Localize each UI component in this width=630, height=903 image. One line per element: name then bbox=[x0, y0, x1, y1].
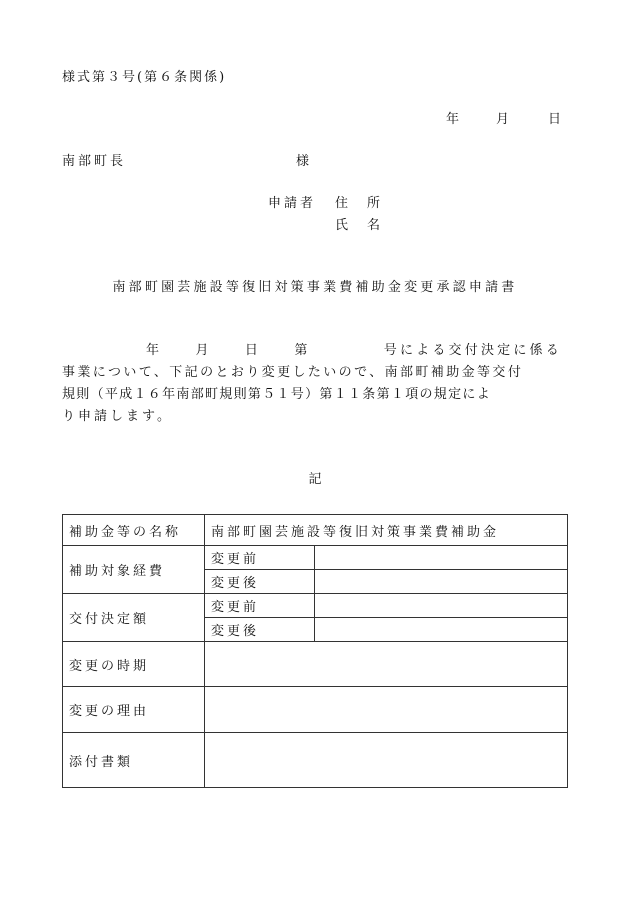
body-no: 第 bbox=[294, 343, 308, 358]
table-row bbox=[63, 642, 568, 687]
addressee-honorific: 様 bbox=[296, 154, 313, 169]
decision-after-value[interactable] bbox=[315, 618, 568, 642]
cost-label: 補助対象経費 bbox=[63, 546, 205, 594]
reason-label: 変更の理由 bbox=[63, 687, 205, 733]
body-month: 月 bbox=[195, 343, 209, 358]
cost-before-label: 変更前 bbox=[205, 546, 315, 570]
cost-before-value[interactable] bbox=[315, 546, 568, 570]
date-day: 日 bbox=[548, 112, 565, 127]
cost-after-label: 変更後 bbox=[205, 570, 315, 594]
document-title: 南部町園芸施設等復旧対策事業費補助金変更承認申請書 bbox=[112, 280, 518, 295]
table-row bbox=[63, 594, 568, 618]
timing-label: 変更の時期 bbox=[63, 642, 205, 687]
decision-label: 交付決定額 bbox=[63, 594, 205, 642]
timing-value[interactable] bbox=[205, 642, 568, 687]
table-row bbox=[63, 733, 568, 788]
reason-value[interactable] bbox=[205, 687, 568, 733]
body-day: 日 bbox=[244, 343, 258, 358]
body-line1-tail: 号による交付決定に係る bbox=[383, 343, 562, 358]
body-year: 年 bbox=[146, 343, 160, 358]
body-line4: り申請します。 bbox=[62, 409, 173, 424]
date-month: 月 bbox=[496, 112, 513, 127]
addressee-name: 南部町長 bbox=[62, 154, 127, 169]
table-row bbox=[63, 546, 568, 570]
cost-after-value[interactable] bbox=[315, 570, 568, 594]
table-row bbox=[63, 687, 568, 733]
table-row bbox=[63, 515, 568, 546]
address-label: 住 所 bbox=[335, 196, 384, 211]
body-paragraph bbox=[62, 340, 562, 428]
application-table bbox=[62, 514, 568, 788]
date-year: 年 bbox=[446, 112, 463, 127]
body-line2: 事業について、下記のとおり変更したいので、南部町補助金等交付 bbox=[62, 365, 524, 380]
attachments-label: 添付書類 bbox=[63, 733, 205, 788]
name-label: 氏 名 bbox=[335, 218, 384, 233]
decision-before-label: 変更前 bbox=[205, 594, 315, 618]
form-number: 様式第３号(第６条関係) bbox=[62, 70, 227, 85]
attachments-value[interactable] bbox=[205, 733, 568, 788]
subsidy-name-value: 南部町園芸施設等復旧対策事業費補助金 bbox=[205, 515, 568, 546]
decision-before-value[interactable] bbox=[315, 594, 568, 618]
subsidy-name-label: 補助金等の名称 bbox=[63, 515, 205, 546]
ki-heading: 記 bbox=[308, 472, 322, 487]
body-line3: 規則（平成１６年南部町規則第５１号）第１１条第１項の規定によ bbox=[62, 387, 492, 402]
applicant-label: 申請者 bbox=[268, 196, 317, 211]
decision-after-label: 変更後 bbox=[205, 618, 315, 642]
